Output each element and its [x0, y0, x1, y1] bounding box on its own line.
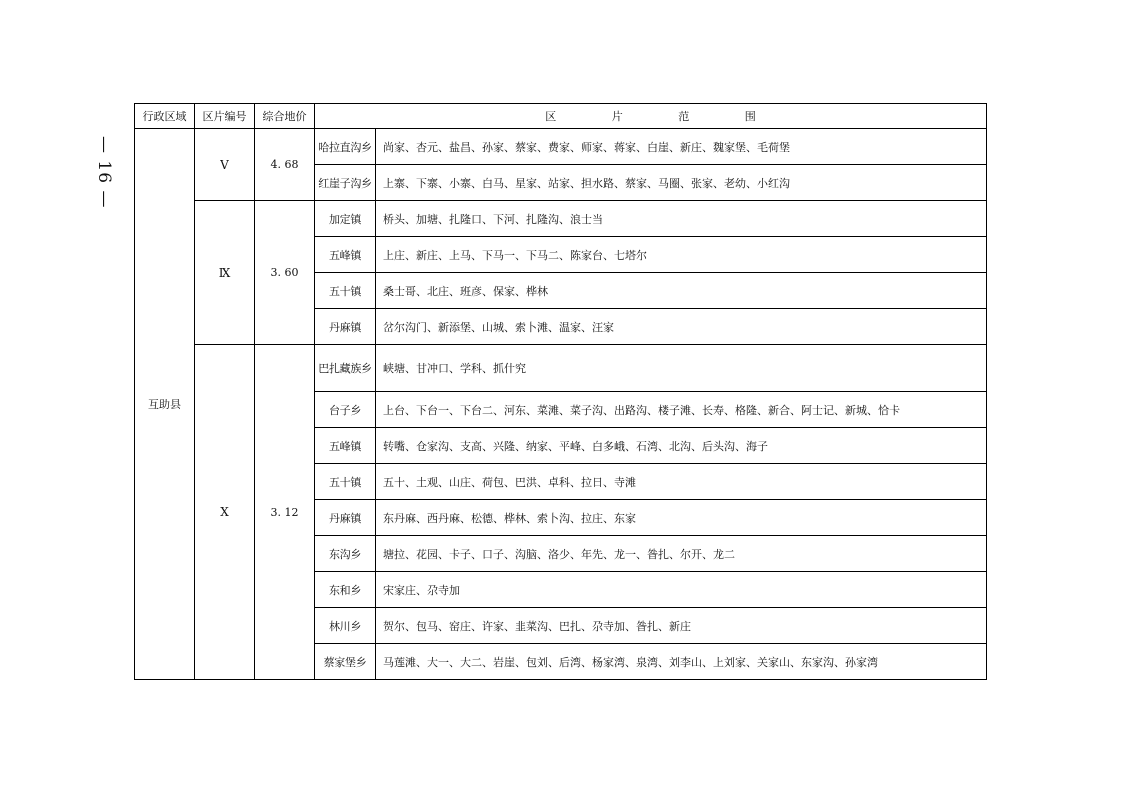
scope-cell: 上台、下台一、下台二、河东、菜滩、菜子沟、出路沟、楼子滩、长寿、格隆、新合、阿士记、新城、恰卡 [376, 392, 987, 428]
scope-cell: 贺尔、包马、窑庄、许家、韭菜沟、巴扎、尕寺加、昝扎、新庄 [376, 608, 987, 644]
town-cell: 东和乡 [315, 572, 376, 608]
town-cell: 丹麻镇 [315, 309, 376, 345]
price-cell: 3. 60 [255, 201, 315, 345]
table-header-row [135, 104, 987, 129]
table-row [135, 201, 987, 237]
zone-id-cell: Ⅴ [195, 129, 255, 201]
town-cell: 台子乡 [315, 392, 376, 428]
table-row [135, 129, 987, 165]
header-scope: 区 片 范 围 [315, 104, 987, 129]
scope-cell: 马莲滩、大一、大二、岩崖、包刘、后湾、杨家湾、泉湾、刘李山、上刘家、关家山、东家沟、孙家湾 [376, 644, 987, 680]
zone-id-cell: Ⅹ [195, 345, 255, 680]
scope-cell: 上寨、下寨、小寨、白马、星家、站家、担水路、蔡家、马圈、张家、老幼、小红沟 [376, 165, 987, 201]
town-cell: 丹麻镇 [315, 500, 376, 536]
scope-cell: 尚家、杏元、盐昌、孙家、蔡家、费家、师家、蒋家、白崖、新庄、魏家堡、毛荷堡 [376, 129, 987, 165]
scope-cell: 桑士哥、北庄、班彦、保家、桦林 [376, 273, 987, 309]
scope-cell: 上庄、新庄、上马、下马一、下马二、陈家台、七塔尔 [376, 237, 987, 273]
town-cell: 红崖子沟乡 [315, 165, 376, 201]
scope-cell: 桥头、加塘、扎隆口、下河、扎隆沟、浪士当 [376, 201, 987, 237]
town-cell: 林川乡 [315, 608, 376, 644]
price-cell: 4. 68 [255, 129, 315, 201]
scope-cell: 峡塘、甘冲口、学科、抓什究 [376, 345, 987, 392]
scope-cell: 宋家庄、尕寺加 [376, 572, 987, 608]
region-cell: 互助县 [135, 129, 195, 680]
scope-cell: 东丹麻、西丹麻、松德、桦林、索卜沟、拉庄、东家 [376, 500, 987, 536]
town-cell: 五峰镇 [315, 428, 376, 464]
header-region: 行政区域 [135, 104, 195, 129]
town-cell: 五峰镇 [315, 237, 376, 273]
town-cell: 五十镇 [315, 464, 376, 500]
town-cell: 五十镇 [315, 273, 376, 309]
town-cell: 蔡家堡乡 [315, 644, 376, 680]
scope-cell: 转嘴、仓家沟、支高、兴隆、纳家、平峰、白多峨、石湾、北沟、后头沟、海子 [376, 428, 987, 464]
land-price-table [134, 103, 987, 680]
town-cell: 哈拉直沟乡 [315, 129, 376, 165]
header-zone-id: 区片编号 [195, 104, 255, 129]
scope-cell: 塘拉、花园、卡子、口子、沟脑、洛少、年先、龙一、昝扎、尔开、龙二 [376, 536, 987, 572]
zone-id-cell: Ⅸ [195, 201, 255, 345]
scope-cell: 岔尔沟门、新添堡、山城、索卜滩、温家、汪家 [376, 309, 987, 345]
town-cell: 东沟乡 [315, 536, 376, 572]
table-row [135, 345, 987, 392]
header-price: 综合地价 [255, 104, 315, 129]
page-number: — 16 — [94, 136, 114, 209]
scope-cell: 五十、土观、山庄、荷包、巴洪、卓科、拉日、寺滩 [376, 464, 987, 500]
price-cell: 3. 12 [255, 345, 315, 680]
town-cell: 加定镇 [315, 201, 376, 237]
town-cell: 巴扎藏族乡 [315, 345, 376, 392]
